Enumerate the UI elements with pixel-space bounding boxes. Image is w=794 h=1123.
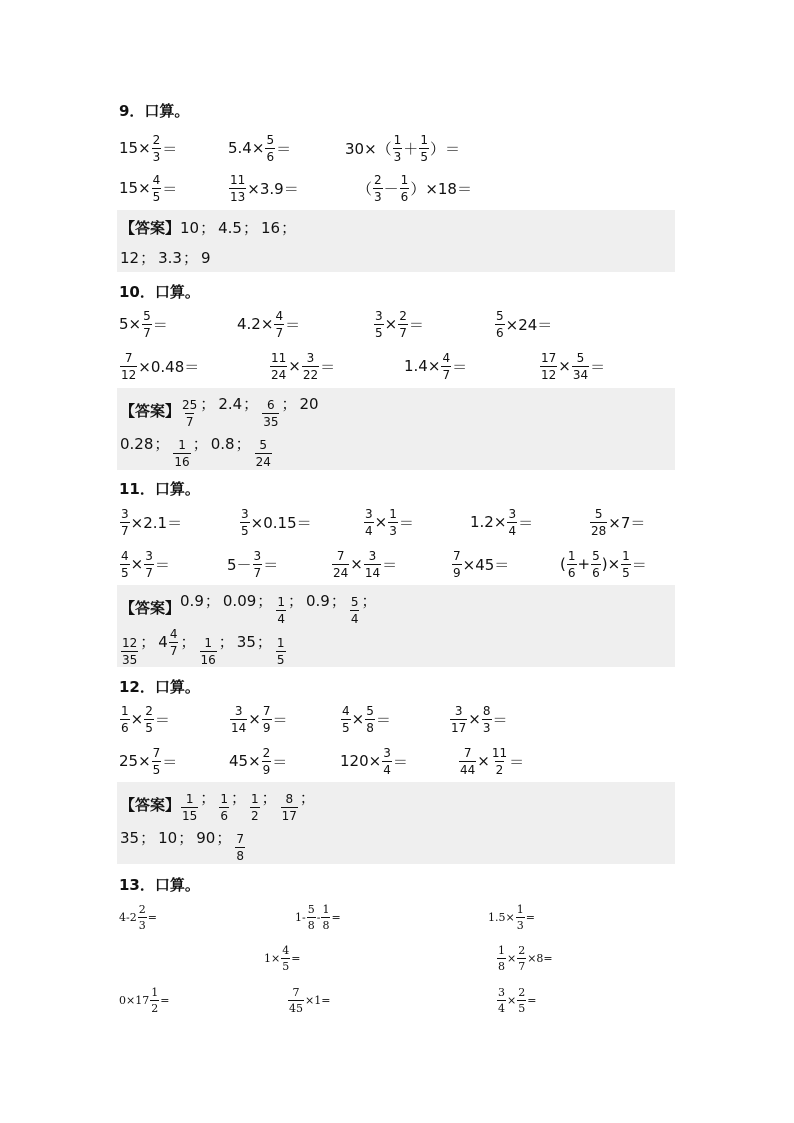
expr: $\frac{7}{9}$ ×45＝ xyxy=(453,548,510,580)
answer-values: $\frac{1}{15}$ ； $\frac{1}{6}$ ； $\frac{1}{2}$ ； $\frac{8}{17}$ ； xyxy=(182,788,315,823)
fraction: $\frac{8}{3}$ xyxy=(482,703,491,735)
answer-value xyxy=(218,793,230,822)
expr: $\frac{3}{7}$ ×2.1＝ xyxy=(121,506,183,538)
fraction: $\frac{11}{2}$ xyxy=(491,745,508,777)
answer-value: 0.8 xyxy=(210,434,235,453)
fraction: $\frac{3}{4}$ xyxy=(365,506,373,538)
answer-values: 10 ； 4.5 ； 16 ； xyxy=(180,218,297,237)
expr: $\frac{1}{8}$ × $\frac{2}{7}$ ×8= xyxy=(498,943,553,973)
fraction: $\frac{3}{7}$ xyxy=(121,506,129,538)
expr: 1.2× $\frac{3}{4}$ ＝ xyxy=(470,506,534,538)
fraction: $\frac{12}{35}$ xyxy=(122,636,138,668)
fraction: $\frac{1}{3}$ xyxy=(516,902,524,932)
fraction: $\frac{4}{5}$ xyxy=(282,943,290,973)
question-11-title: 11．口算。 xyxy=(119,480,200,498)
answer-value: 0.09 xyxy=(222,591,257,610)
q10-answer-box xyxy=(117,388,675,470)
fraction: $\frac{6}{35}$ xyxy=(263,397,279,429)
fraction: $\frac{1}{16}$ xyxy=(174,437,190,469)
fraction: $\frac{2}{3}$ xyxy=(374,172,382,204)
fraction: $\frac{7}{8}$ xyxy=(236,831,244,863)
answer-value xyxy=(275,637,287,666)
answer-row xyxy=(120,392,319,428)
fraction: $\frac{5}{24}$ xyxy=(255,437,271,469)
fraction: $\frac{5}{28}$ xyxy=(591,506,607,538)
fraction: $\frac{4}{7}$ xyxy=(169,626,178,658)
answer-values: $\frac{12}{35}$ ； 4 $\frac{4}{7}$ ； $\frac{1}{16}$ ； 35 ； $\frac{1}{5}$ xyxy=(122,626,285,668)
expr: 5.4× $\frac{5}{6}$ ＝ xyxy=(228,132,292,164)
fraction: $\frac{2}{3}$ xyxy=(152,132,161,164)
answer-value: 90 xyxy=(196,828,216,847)
q9-answer-box xyxy=(117,210,675,272)
expr: $\frac{3}{5}$ ×0.15＝ xyxy=(241,506,312,538)
fraction: $\frac{4}{5}$ xyxy=(342,703,350,735)
expr: $\frac{3}{5}$ × $\frac{2}{7}$ ＝ xyxy=(375,308,424,340)
fraction: $\frac{7}{24}$ xyxy=(333,548,349,580)
expr: $\frac{7}{45}$ ×1= xyxy=(289,985,331,1015)
fraction: $\frac{8}{17}$ xyxy=(281,791,297,823)
answer-value: 0.9 xyxy=(305,591,330,610)
answer-label: 【答案】 xyxy=(120,598,181,617)
expr: $\frac{3}{17}$ × $\frac{8}{3}$ ＝ xyxy=(451,703,508,735)
fraction: $\frac{3}{7}$ xyxy=(253,548,262,580)
fraction: $\frac{1}{5}$ xyxy=(420,132,428,164)
fraction: $\frac{7}{44}$ xyxy=(460,745,476,777)
answer-value: 35 xyxy=(120,828,140,847)
question-9-title: 9．口算。 xyxy=(119,102,190,120)
fraction: $\frac{5}{6}$ xyxy=(496,308,504,340)
fraction: $\frac{1}{2}$ xyxy=(151,985,159,1015)
answer-value xyxy=(349,596,361,625)
fraction: $\frac{1}{5}$ xyxy=(622,548,630,580)
answer-value: 16 xyxy=(261,218,281,237)
question-13-title: 13．口算。 xyxy=(119,876,200,894)
fraction: $\frac{2}{9}$ xyxy=(262,745,271,777)
fraction: $\frac{5}{34}$ xyxy=(572,350,589,382)
answer-value xyxy=(234,833,246,862)
fraction: $\frac{2}{3}$ xyxy=(138,902,146,932)
expr: $\frac{5}{6}$ ×24＝ xyxy=(496,308,553,340)
answer-value: 3.3 xyxy=(158,248,182,267)
expr: 0×17 $\frac{1}{2}$ = xyxy=(119,985,170,1015)
answer-value: 0.9 xyxy=(180,591,204,610)
fraction: $\frac{17}{12}$ xyxy=(541,350,557,382)
fraction: $\frac{1}{6}$ xyxy=(567,548,576,580)
fraction: $\frac{2}{5}$ xyxy=(145,703,153,735)
expr: 30×（ $\frac{1}{3}$ ＋ $\frac{1}{5}$ ）＝ xyxy=(345,132,460,164)
expr: $\frac{3}{4}$ × $\frac{1}{3}$ ＝ xyxy=(365,506,414,538)
answer-value: 10 xyxy=(180,218,200,237)
answer-row xyxy=(120,241,211,273)
fraction: $\frac{1}{8}$ xyxy=(322,902,330,932)
fraction: $\frac{1}{3}$ xyxy=(389,506,397,538)
fraction: $\frac{2}{5}$ xyxy=(518,985,526,1015)
answer-value xyxy=(275,596,287,625)
fraction: $\frac{3}{14}$ xyxy=(364,548,381,580)
expr: $\frac{7}{12}$ ×0.48＝ xyxy=(121,350,200,382)
answer-row xyxy=(120,432,273,468)
answer-value xyxy=(261,399,280,428)
answer-label: 【答案】 xyxy=(120,401,181,420)
fraction: $\frac{7}{9}$ xyxy=(262,703,271,735)
fraction: $\frac{4}{5}$ xyxy=(121,548,129,580)
fraction: $\frac{3}{4}$ xyxy=(498,985,505,1015)
fraction: $\frac{3}{17}$ xyxy=(451,703,467,735)
expr: 1- $\frac{5}{8}$ - $\frac{1}{8}$ = xyxy=(295,902,341,932)
fraction: $\frac{3}{5}$ xyxy=(375,308,383,340)
expr: $\frac{3}{14}$ × $\frac{7}{9}$ ＝ xyxy=(231,703,288,735)
expr: 1× $\frac{4}{5}$ = xyxy=(264,943,301,973)
question-12-title: 12．口算。 xyxy=(119,678,200,696)
expr: $\frac{11}{24}$ × $\frac{3}{22}$ ＝ xyxy=(271,350,336,382)
answer-values: 0.9 ； 0.09 ； $\frac{1}{4}$ ； 0.9 ； $\frac{5}{4}$ ； xyxy=(180,591,377,626)
expr: （ $\frac{2}{3}$ － $\frac{1}{6}$ ）×18＝ xyxy=(357,172,472,204)
expr: $\frac{17}{12}$ × $\frac{5}{34}$ ＝ xyxy=(541,350,606,382)
fraction: $\frac{2}{7}$ xyxy=(399,308,407,340)
q12-answer-box xyxy=(117,782,675,864)
answer-value xyxy=(280,793,299,822)
fraction: $\frac{1}{8}$ xyxy=(498,943,505,973)
answer-value xyxy=(254,439,273,468)
fraction: $\frac{1}{16}$ xyxy=(200,636,216,668)
answer-values: 0.28 ； $\frac{1}{16}$ ； 0.8 ； $\frac{5}{24}$ xyxy=(120,434,271,469)
expr: $\frac{5}{28}$ ×7＝ xyxy=(591,506,646,538)
answer-values: 35 ； 10 ； 90 ； $\frac{7}{8}$ xyxy=(120,828,244,863)
fraction: $\frac{5}{7}$ xyxy=(143,308,151,340)
answer-value xyxy=(180,399,199,428)
fraction: $\frac{11}{13}$ xyxy=(230,172,246,204)
fraction: $\frac{25}{7}$ xyxy=(182,397,198,429)
expr: 120× $\frac{3}{4}$ ＝ xyxy=(340,745,408,777)
fraction: $\frac{5}{6}$ xyxy=(266,132,275,164)
answer-value xyxy=(172,439,191,468)
answer-value xyxy=(120,637,139,666)
fraction: $\frac{1}{6}$ xyxy=(400,172,409,204)
answer-value: 35 xyxy=(236,633,256,652)
fraction: $\frac{5}{4}$ xyxy=(350,594,359,626)
fraction: $\frac{11}{24}$ xyxy=(271,350,287,382)
expr: 4.2× $\frac{4}{7}$ ＝ xyxy=(237,308,301,340)
answer-value: 20 xyxy=(299,394,319,413)
answer-value xyxy=(249,793,261,822)
answer-label: 【答案】 xyxy=(120,218,181,237)
answer-value: 12 xyxy=(120,248,140,267)
answer-value: 10 xyxy=(158,828,178,847)
expr: ( $\frac{1}{6}$ + $\frac{5}{6}$ )× $\frac{1}{5}$ ＝ xyxy=(560,548,647,580)
answer-value xyxy=(199,637,218,666)
fraction: $\frac{3}{14}$ xyxy=(231,703,247,735)
fraction: $\frac{2}{7}$ xyxy=(518,943,526,973)
fraction: $\frac{1}{3}$ xyxy=(393,132,402,164)
answer-values: $\frac{25}{7}$ ； 2.4 ； $\frac{6}{35}$ ； 20 xyxy=(182,394,319,429)
fraction: $\frac{1}{2}$ xyxy=(250,791,259,823)
answer-row xyxy=(120,786,318,822)
fraction: $\frac{5}{8}$ xyxy=(366,703,374,735)
expr: 15× $\frac{2}{3}$ ＝ xyxy=(119,132,178,164)
answer-label: 【答案】 xyxy=(120,795,181,814)
fraction: $\frac{7}{9}$ xyxy=(453,548,461,580)
answer-value: 2.4 xyxy=(218,394,243,413)
expr: 4-2 $\frac{2}{3}$ = xyxy=(119,902,157,932)
expr: $\frac{7}{44}$ × $\frac{11}{2}$ ＝ xyxy=(460,745,525,777)
answer-row xyxy=(120,211,299,243)
expr: 5－ $\frac{3}{7}$ ＝ xyxy=(227,548,279,580)
expr: $\frac{7}{24}$ × $\frac{3}{14}$ ＝ xyxy=(333,548,398,580)
answer-value: 0.28 xyxy=(120,434,154,453)
answer-value: 9 xyxy=(200,248,211,267)
answer-value: 4.5 xyxy=(218,218,242,237)
answer-row xyxy=(120,826,246,862)
fraction: $\frac{3}{7}$ xyxy=(145,548,153,580)
fraction: $\frac{3}{4}$ xyxy=(383,745,391,777)
fraction: $\frac{1}{5}$ xyxy=(276,636,285,668)
expr: $\frac{1}{6}$ × $\frac{2}{5}$ ＝ xyxy=(121,703,170,735)
fraction: $\frac{4}{7}$ xyxy=(442,350,451,382)
expr: 1.5× $\frac{1}{3}$ = xyxy=(488,902,535,932)
fraction: $\frac{1}{4}$ xyxy=(277,594,285,626)
fraction: $\frac{4}{5}$ xyxy=(152,172,161,204)
fraction: $\frac{7}{5}$ xyxy=(152,745,161,777)
fraction: $\frac{1}{6}$ xyxy=(121,703,129,735)
answer-row xyxy=(120,626,287,668)
answer-value: 4 $\frac{4}{7}$ xyxy=(158,626,178,658)
expr: 1.4× $\frac{4}{7}$ ＝ xyxy=(404,350,468,382)
fraction: $\frac{5}{8}$ xyxy=(307,902,315,932)
expr: $\frac{3}{4}$ × $\frac{2}{5}$ = xyxy=(498,985,537,1015)
expr: $\frac{4}{5}$ × $\frac{3}{7}$ ＝ xyxy=(121,548,170,580)
q11-answer-box xyxy=(117,585,675,667)
expr: $\frac{11}{13}$ ×3.9＝ xyxy=(230,172,299,204)
fraction: $\frac{3}{22}$ xyxy=(302,350,319,382)
fraction: $\frac{4}{7}$ xyxy=(275,308,284,340)
expr: 5× $\frac{5}{7}$ ＝ xyxy=(119,308,168,340)
answer-values: 12 ； 3.3 ； 9 xyxy=(120,248,211,267)
question-10-title: 10．口算。 xyxy=(119,283,200,301)
expr: $\frac{4}{5}$ × $\frac{5}{8}$ ＝ xyxy=(342,703,391,735)
fraction: $\frac{7}{12}$ xyxy=(121,350,137,382)
fraction: $\frac{5}{6}$ xyxy=(592,548,600,580)
fraction: $\frac{1}{6}$ xyxy=(220,791,228,823)
expr: 25× $\frac{7}{5}$ ＝ xyxy=(119,745,178,777)
fraction: $\frac{3}{4}$ xyxy=(508,506,517,538)
fraction: $\frac{1}{15}$ xyxy=(182,791,198,823)
fraction: $\frac{3}{5}$ xyxy=(241,506,249,538)
expr: 45× $\frac{2}{9}$ ＝ xyxy=(229,745,288,777)
answer-value xyxy=(180,793,199,822)
answer-row xyxy=(120,589,380,625)
fraction: $\frac{7}{45}$ xyxy=(289,985,303,1015)
expr: 15× $\frac{4}{5}$ ＝ xyxy=(119,172,178,204)
